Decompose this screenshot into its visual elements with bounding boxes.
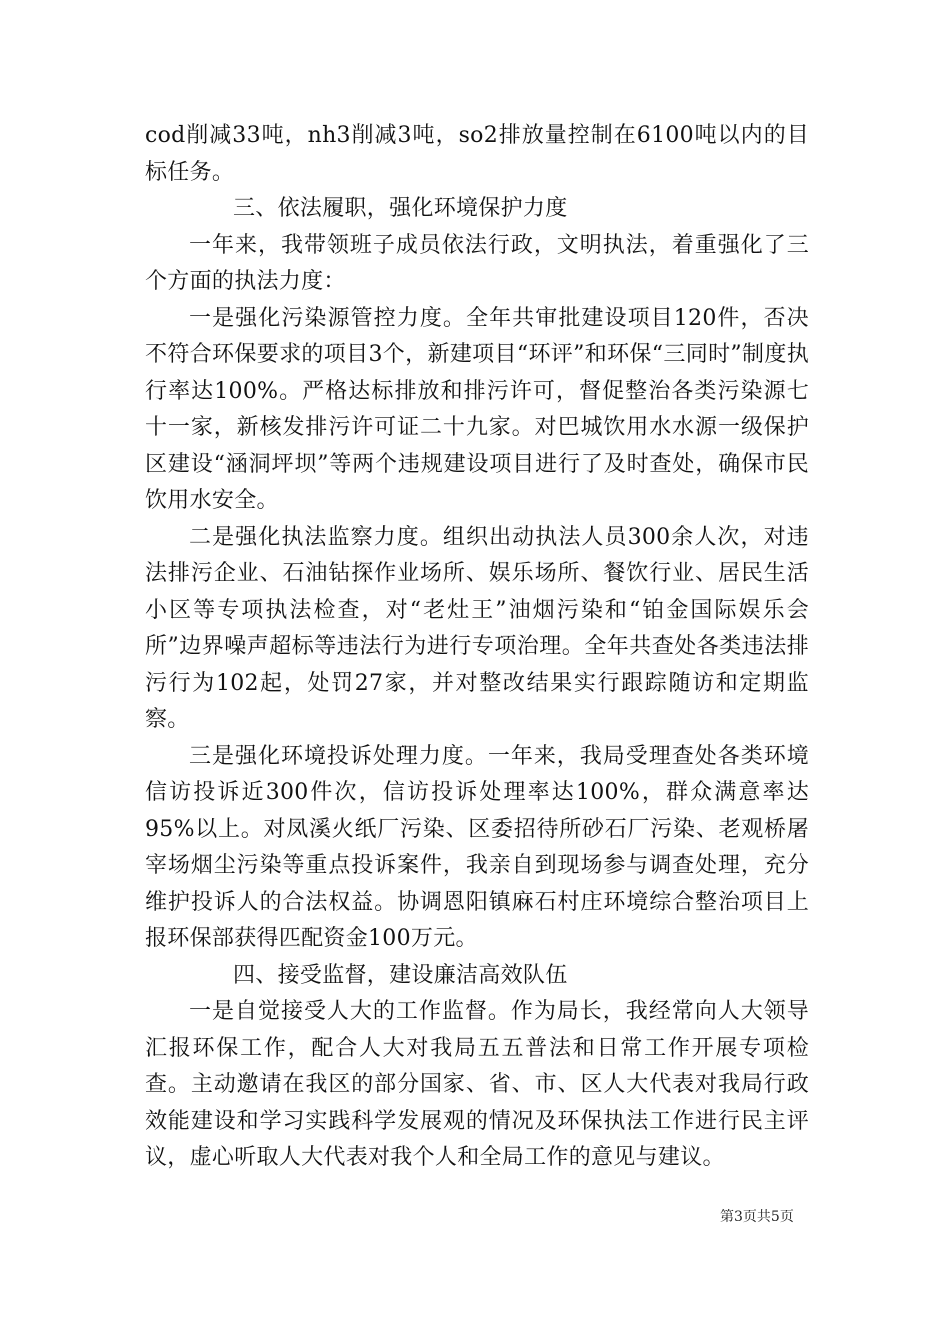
paragraph-supervision: 一是自觉接受人大的工作监督。作为局长，我经常向人大领导汇报环保工作，配合人大对我局五五普法和日常工作开展专项检查。主动邀请在我区的部分国家、省、市、区人大代表对我局行政效能建设和学习实践科学发展观的情况及环保执法工作进行民主评议，虚心听取人大代表对我个人和全局工作的意见与建议。	[145, 999, 809, 1170]
paragraph-targets: cod削减33吨，nh3削减3吨，so2排放量控制在6100吨以内的目标任务。	[145, 123, 809, 185]
paragraph-enforcement: 二是强化执法监察力度。组织出动执法人员300余人次，对违法排污企业、石油钻探作业场所、娱乐场所、餐饮行业、居民生活小区等专项执法检查，对“老灶王”油烟污染和“铂金国际娱乐会所”边界噪声超标等违法行为进行专项治理。全年共查处各类违法排污行为102起，处罚27家，并对整改结果实行跟踪随访和定期监察。	[145, 524, 809, 732]
paragraph-pollution-control: 一是强化污染源管控力度。全年共审批建设项目120件，否决不符合环保要求的项目3个，新建项目“环评”和环保“三同时”制度执行率达100%。严格达标排放和排污许可，督促整治各类污染源七十一家，新核发排污许可证二十九家。对巴城饮用水水源一级保护区建设“涵洞坪坝”等两个违规建设项目进行了及时查处，确保市民饮用水安全。	[145, 305, 809, 513]
paragraph-complaints: 三是强化环境投诉处理力度。一年来，我局受理查处各类环境信访投诉近300件次，信访投诉处理率达100%，群众满意率达95%以上。对凤溪火纸厂污染、区委招待所砂石厂污染、老观桥屠宰场烟尘污染等重点投诉案件，我亲自到现场参与调查处理，充分维护投诉人的合法权益。协调恩阳镇麻石村庄环境综合整治项目上报环保部获得匹配资金100万元。	[145, 743, 809, 951]
section-heading-3: 三、依法履职，强化环境保护力度	[233, 196, 568, 221]
document-body	[145, 118, 809, 1177]
section-heading-4: 四、接受监督，建设廉洁高效队伍	[233, 962, 568, 988]
paragraph-intro: 一年来，我带领班子成员依法行政，文明执法，着重强化了三个方面的执法力度：	[145, 232, 809, 294]
page-number: 第3页共5页	[720, 1209, 794, 1225]
